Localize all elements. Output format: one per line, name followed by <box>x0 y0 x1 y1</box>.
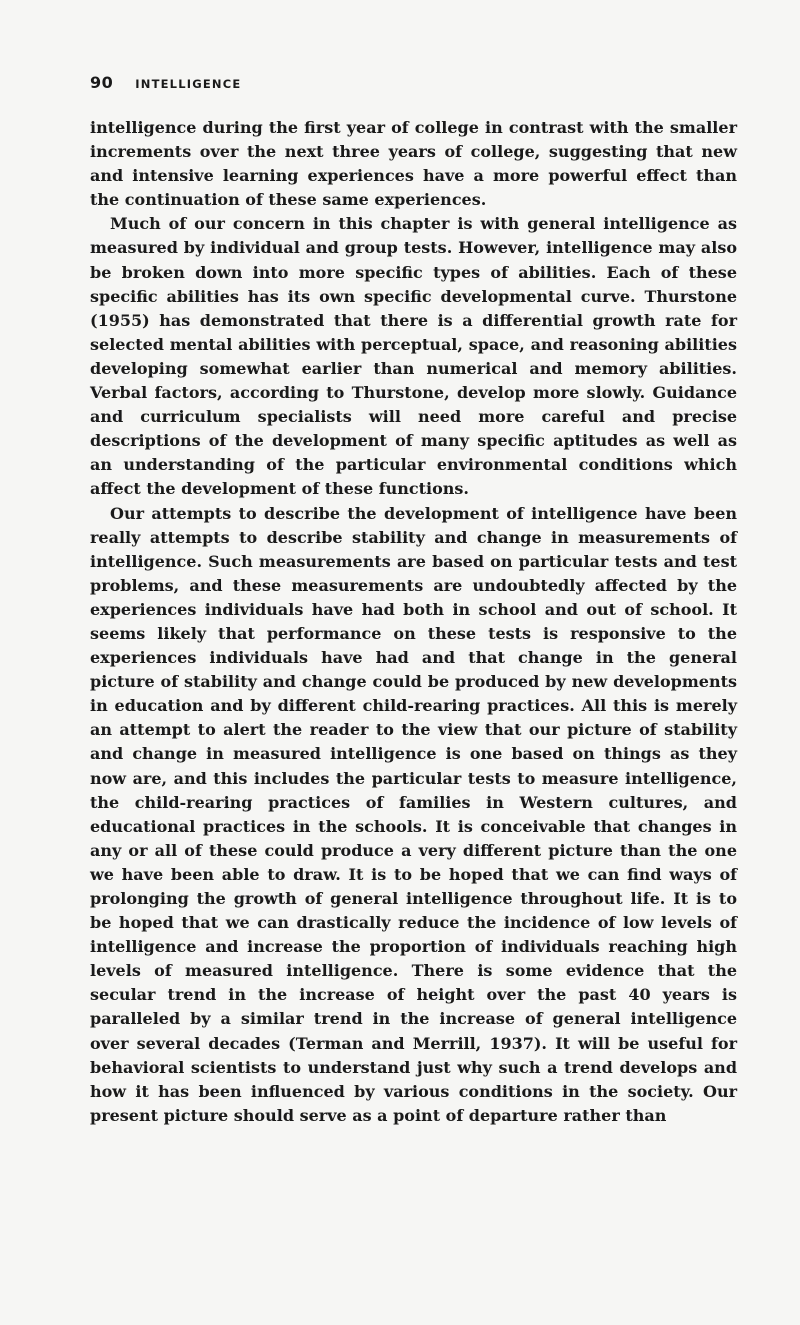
page-number: 90 <box>90 73 114 92</box>
paragraph-continuation: intelligence during the first year of college in contrast with the smaller increments over the next three years of college, suggesting that new and intensive learning experiences have a more powerful effect than the continuation of these same experiences. <box>90 118 737 210</box>
paragraph-stability-and-change: Our attempts to describe the development of intelligence have been really attempts to describe stability and change in measurements of intelligence. Such measurements are based on particular tests and test problems, and these measurements are undoubtedly affected by the experiences individuals have had both in school and out of school. It seems likely that performance on these tests is responsive to the experiences individuals have had and that change in the general picture of stability and change could be produced by new developments in education and by different child-rearing practices. All this is merely an attempt to alert the reader to the view that our picture of stability and change in measured intelligence is one based on things as they now are, and this includes the particular tests to measure intelligence, the child-rearing practices of families in Western cultures, and educational practices in the schools. It is conceivable that changes in any or all of these could produce a very different picture than the one we have been able to draw. It is to be hoped that we can find ways of prolonging the growth of general intelligence throughout life. It is to be hoped that we can drastically reduce the incidence of low levels of intelligence and increase the proportion of individuals reaching high levels of measured intelligence. There is some evidence that the secular trend in the increase of height over the past 40 years is paralleled by a similar trend in the increase of general intelligence over several decades (Terman and Merrill, 1937). It will be useful for behavioral scientists to understand just why such a trend develops and how it has been influenced by various conditions in the society. Our present picture should serve as a point of departure rather than <box>90 503 737 1125</box>
page-header <box>90 73 241 92</box>
paragraph-specific-abilities: Much of our concern in this chapter is with general intelligence as measured by individual and group tests. However, intelligence may also be broken down into more specific types of abilities. Each of these specific abilities has its own specific developmental curve. Thurstone (1955) has demonstrated that there is a differential growth rate for selected mental abilities with perceptual, space, and reasoning abilities developing somewhat earlier than numerical and memory abilities. Verbal factors, according to Thurstone, develop more slowly. Guidance and curriculum specialists will need more careful and precise descriptions of the development of many specific aptitudes as well as an understanding of the particular environmental conditions which affect the development of these functions. <box>90 214 737 499</box>
running-head: INTELLIGENCE <box>135 77 242 91</box>
body-text <box>90 116 737 1128</box>
